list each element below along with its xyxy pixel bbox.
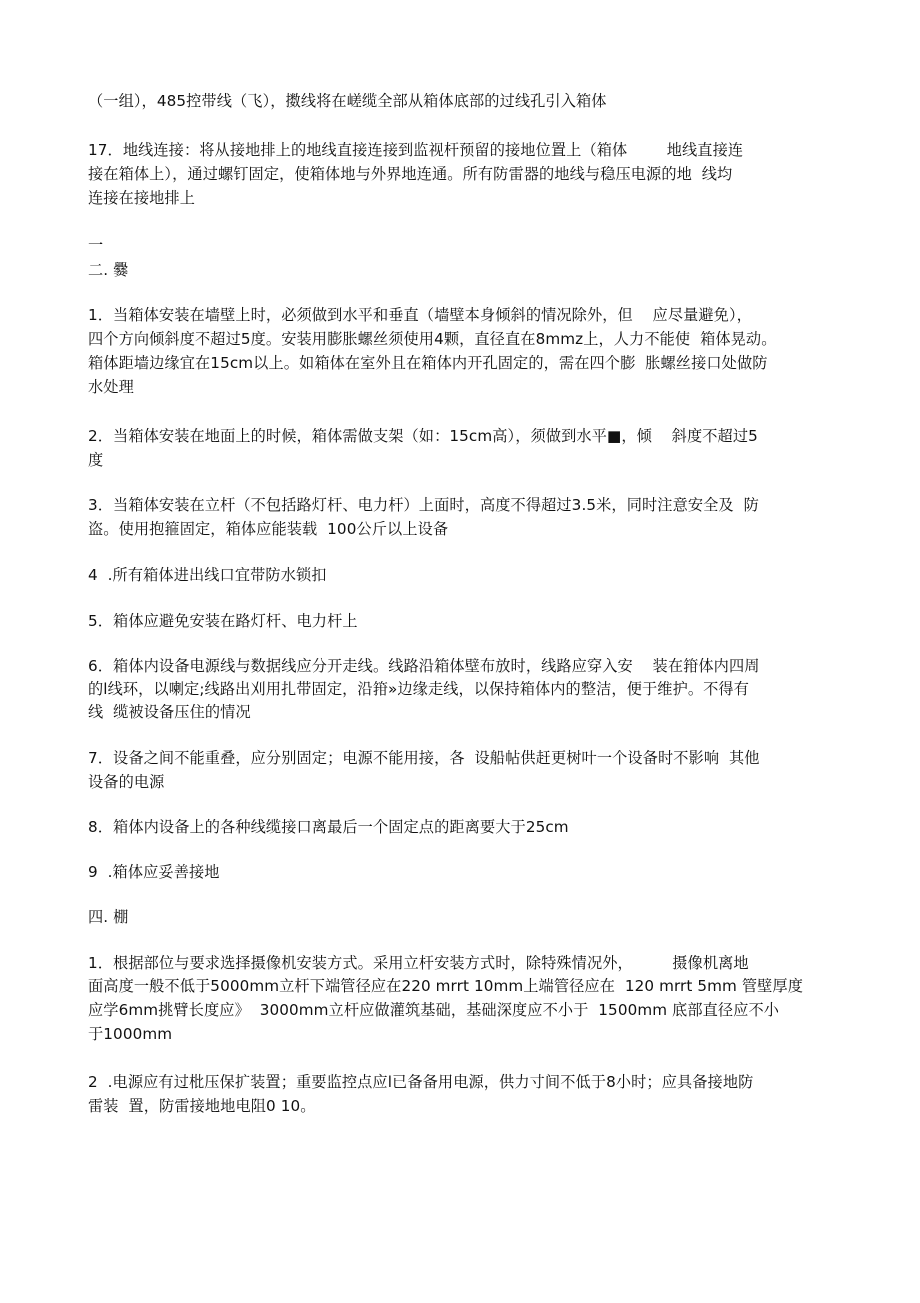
text-line: 雷装 置，防雷接地地电阻0 10。 <box>88 1097 316 1115</box>
text-line: 1．根据部位与要求选择摄像机安装方式。采用立杆安装方式时，除特殊情况外， 摄像机离地 <box>88 954 749 972</box>
text-line: 8．箱体内设备上的各种线缆接口离最后一个固定点的距离要大于25cm <box>88 818 569 836</box>
text-line: 应学6mm挑臂长度应》 3000mm立杆应做灌筑基础，基础深度应不小于 1500mm 底部直径应不小 <box>88 1001 780 1019</box>
text-line: 9 .箱体应妥善接地 <box>88 863 220 881</box>
text-line: 盗。使用抱箍固定，箱体应能装载 100公斤以上设备 <box>88 520 449 538</box>
text-line: 2．当箱体安装在地面上的时候，箱体需做支架（如：15cm高），须做到水平■，倾 斜度不超过5 <box>88 427 758 445</box>
text-line: 3．当箱体安装在立杆（不包括路灯杆、电力杆）上面时，高度不得超过3.5米，同时注意安全及 防 <box>88 496 759 514</box>
text-line: 17．地线连接：将从接地排上的地线直接连接到监视杆预留的接地位置上（箱体 地线直接连 <box>88 141 744 159</box>
text-line: 7．设备之间不能重叠，应分别固定；电源不能用接，各 设船帖供赶更树叶一个设备时不影响 其他 <box>88 749 760 767</box>
text-line: 水处理 <box>88 378 134 396</box>
text-line: 的l线环，以喇定;线路出刈用扎带固定，沿箝»边缘走线，以保持箱体内的整洁，便于维护。不得有 <box>88 680 750 698</box>
text-line: 接在箱体上），通过螺钉固定，使箱体地与外界地连通。所有防雷器的地线与稳压电源的地 线均 <box>88 165 733 183</box>
text-line: 2 .电源应有过枇压保扩装置；重要监控点应l已备备用电源，供力寸间不低于8小时；应具备接地防 <box>88 1073 754 1091</box>
text-line: 5．箱体应避免安装在路灯杆、电力杆上 <box>88 612 358 630</box>
text-line: 1．当箱体安装在墙壁上时，必须做到水平和垂直（墙壁本身倾斜的情况除外，但 应尽量避免）， <box>88 306 752 324</box>
section-heading: 四. 棚 <box>88 908 129 926</box>
text-line: （一组），485控带线（飞），擞线将在嵯缆全部从箱体底部的过线孔引入箱体 <box>88 92 607 110</box>
text-line: 箱体距墙边缘宜在15cm以上。如箱体在室外且在箱体内开孔固定的，需在四个膨 胀螺丝接口处做防 <box>88 354 768 372</box>
text-line: 4 .所有箱体进出线口宜带防水锁扣 <box>88 566 327 584</box>
text-line: 设备的电源 <box>88 773 165 791</box>
text-line: 四个方向倾斜度不超过5度。安装用膨胀螺丝须使用4颗，直径直在8mmz上，人力不能使 箱体晃动。 <box>88 330 777 348</box>
text-line: 一 <box>88 236 104 254</box>
text-line: 面高度一般不低于5000mm立杆下端管径应在220 mrrt 10mm上端管径应在 120 mrrt 5mm 管壁厚度 <box>88 977 803 995</box>
text-line: 6．箱体内设备电源线与数据线应分开走线。线路沿箱体壁布放时，线路应穿入安 装在箝体内四周 <box>88 657 760 675</box>
text-line: 于1000mm <box>88 1025 173 1043</box>
text-line: 线 缆被设备压住的情况 <box>88 703 251 721</box>
section-heading: 二. 爨 <box>88 261 129 279</box>
text-line: 连接在接地排上 <box>88 189 196 207</box>
text-line: 度 <box>88 451 104 469</box>
